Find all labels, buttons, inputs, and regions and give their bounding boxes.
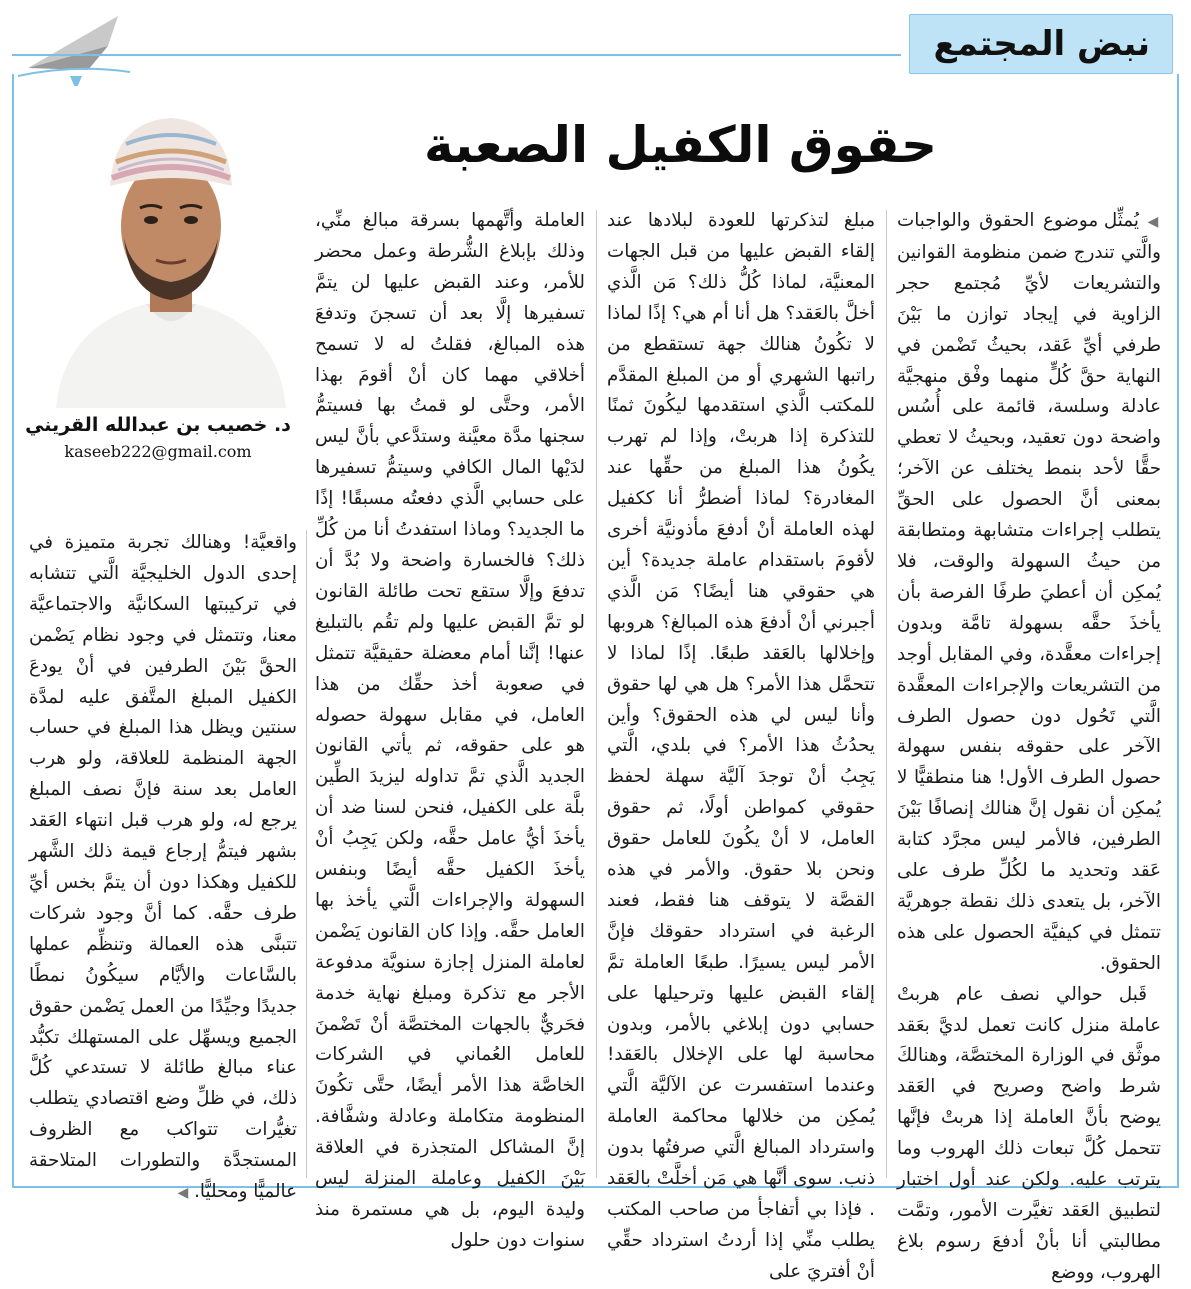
column-divider bbox=[886, 210, 887, 1178]
article-column-1 bbox=[897, 206, 1161, 1289]
article-column-2 bbox=[607, 206, 875, 1288]
column-divider bbox=[596, 210, 597, 1178]
header-rule bbox=[12, 54, 901, 56]
paragraph bbox=[29, 528, 297, 1209]
paragraph-text: يُمثِّل موضوع الحقوق والواجبات والَّتي تندرج ضمن منظومة القوانين والتشريعات لأيِّ مُجتمع حجر الزاوية في إيجاد توازن ما بَيْنَ طرفي أيِّ عَقد، بحيثُ تَضْمن في النهاية حقَّ كُلٍّ منهما وفْق منهجيَّة عادلة وسلسة، قائمة على أُسُس واضحة دون تعقيد، وبحيثُ لا تعطي حقًّا لأحد بنمط يختلف عن الآخر؛ بمعنى أنَّ الحصول على الحقِّ يتطلب إجراءات متشابهة ومتطابقة من حيثُ السهولة والوقت، فلا يُمكِن أن أعطيَ طرفًا الفرصة بأن يأخذَ حقَّه بسهولة تامَّة وبدون إجراءات معقَّدة، وفي المقابل أوجد من التشريعات والإجراءات المعقَّدة الَّتي تَحُول دون حصول الطرف الآخر على حقوقه بنفس سهولة حصول الطرف الأول! هنا منطقيًّا لا يُمكِن أن نقول إنَّ هنالك إنصافًا بَيْنَ الطرفين، فالأمر ليس مجرَّد كتابة عَقد وتحديد ما لكُلِّ طرف على الآخر، بل يتعدى ذلك نقطة جوهريَّة تتمثل في كيفيَّة الحصول على هذه الحقوق. bbox=[897, 210, 1161, 974]
paragraph bbox=[897, 206, 1161, 980]
author-card bbox=[22, 108, 294, 468]
paragraph: قَبل حوالي نصف عام هربتْ عاملة منزل كانت تعمل لديَّ بعَقد موثَّق في الوزارة المختصَّة، وهنالكَ شرط واضح وصريح في العَقد يوضح بأنَّ العاملة إذا هربتْ فإنَّها تتحمل كُلَّ تبعات ذلك الهروب وما يترتب عليه. ولكن عند أول اختبار لتطبيق العَقد تغيَّرت الأمور، وتمَّت مطالبتي أنا بأنْ أدفعَ رسوم بلاغ الهروب، ووضع bbox=[897, 983, 1161, 1283]
paragraph: العاملة وأتَّهمها بسرقة مبالغ منِّي، وذلك بإبلاغ الشُّرطة وعمل محضر للأمر، وعند القبض عليها لن يتمَّ تسفيرها إلَّا بعد أن تسجنَ وتدفعَ هذه المبالغ، فقلتُ له لا تسمح أخلاقي مهما كان أنْ أقومَ بهذا الأمر، وحتَّى لو قمتُ بها فسيتمُّ سجنها مدَّة معيَّنة وستدَّعي بأنَّ ليس لدَيْها المال الكافي وسيتمُّ تسفيرها على حسابي الَّذي دفعتُه مسبقًا! إذًا ما الجديد؟ وماذا استفدتُ أنا من كُلِّ ذلك؟ فالخسارة واضحة ولا بُدَّ أن تدفعَ وإلَّا ستقع تحت طائلة القانون لو تمَّ القبض عليها ولم تقُم بالتبليغ عنها! إنَّنا أمام معضلة حقيقيَّة تتمثل في صعوبة أخذ حقِّك من هذا العامل، في مقابل سهولة حصوله هو على حقوقه، ثم يأتي القانون الجديد الَّذي تمَّ تداوله ليزيدَ الطِّين بلَّة على الكفيل، فنحن لسنا ضد أن يأخذَ أيُّ عامل حقَّه، ولكن يَجِبُ أنْ يأخذَ الكفيل حقَّه أيضًا وبنفس السهولة والإجراءات الَّتي يأخذ بها العامل حقَّه. وإذا كان القانون يَضْمن لعاملة المنزل إجازة سنويَّة مدفوعة الأجر مع تذكرة ومبلغ نهاية خدمة فحَريٌّ بالجهات المختصَّة أنْ تَضْمنَ للعامل العُماني في الشركات الخاصَّة هذا الأمر أيضًا، حتَّى تكُونَ المنظومة متكاملة وعادلة وشفَّافة. إنَّ المشاكل المتجذرة في العلاقة بَيْنَ الكفيل وعاملة المنزلة ليس وليدة اليوم، بل هي مستمرة منذ سنوات دون حلول bbox=[315, 210, 585, 1251]
end-marker-icon: ◀ bbox=[177, 1185, 189, 1202]
author-photo bbox=[50, 108, 292, 408]
article-column-4 bbox=[29, 528, 297, 1209]
section-tab bbox=[909, 14, 1173, 74]
paragraph-text: واقعيَّة! وهنالك تجربة متميزة في إحدى الدول الخليجيَّة الَّتي تتشابه في تركيبتها السكانيَّة والاجتماعيَّة معنا، وتتمثل في وجود نظام يَضْمن الحقَّ بَيْنَ الطرفين في أنْ يودعَ الكفيل المبلغ المتَّفق عليه لمدَّة سنتين ويظل هذا المبلغ في حساب الجهة المنظمة للعلاقة، ولو هرب العامل بعد سنة فإنَّ نصف المبلغ يرجع له، ولو هرب قبل انتهاء العَقد بشهر فيتمُّ إرجاع قيمة ذلك الشَّهر للكفيل وهكذا دون أن يتمَّ بخس أيِّ طرف حقَّه. كما أنَّ وجود شركات تتبنَّى هذه العمالة وتنظِّم عملها بالسَّاعات والأيَّام سيكُونُ نمطًا جديدًا وجيِّدًا من العمل يَضْمن حقوق الجميع ويسهِّل على المستهلك تكبُّد عناء مبالغ طائلة لا تستدعي كُلَّ ذلك، في ظلِّ وضع اقتصادي يتطلب تغيُّرات تتواكب مع الظروف المستجدَّة والتطورات المتلاحقة عالميًّا ومحليًّا. bbox=[29, 532, 297, 1203]
paragraph-marker-icon: ◀ bbox=[1147, 214, 1161, 230]
section-title: نبض المجتمع bbox=[933, 24, 1150, 64]
author-email: kaseeb222@gmail.com bbox=[64, 442, 252, 461]
author-name: د. خصيب بن عبدالله القريني bbox=[25, 414, 291, 436]
article-column-3 bbox=[315, 206, 585, 1257]
article-headline: حقوق الكفيل الصعبة bbox=[423, 116, 937, 174]
paragraph: مبلغ لتذكرتها للعودة لبلادها عند إلقاء القبض عليها من قبل الجهات المعنيَّة، لماذا كُلُّ ذلك؟ مَن الَّذي أخلَّ بالعَقد؟ هل أنا أم هي؟ إذًا لماذا لا تكُونُ هنالك جهة تستقطع من راتبها الشهري أو من المبلغ المقدَّم للمكتب الَّذي استقدمها ليكُونَ ثمنًا للتذكرة إذا هربتْ، وإذا لم تهرب يكُونُ هذا المبلغ من حقِّها عند المغادرة؟ لماذا أضطرُّ أنا ككفيل لهذه العاملة أنْ أدفعَ مأذونيَّة أخرى لأقومَ باستقدام عاملة جديدة؟ أين هي حقوقي هنا أيضًا؟ مَن الَّذي أجبرني أنْ أدفعَ هذه المبالغ؟ هروبها وإخلالها بالعَقد طبعًا. إذًا لماذا لا تتحمَّل هذا الأمر؟ هل هي لها حقوق وأنا ليس لي هذه الحقوق؟ وأين يحدُثُ هذا الأمر؟ في بلدي، الَّتي يَجِبُ أنْ توجدَ آليَّة سهلة لحفظ حقوقي كمواطن أولًا، ثم حقوق العامل، لا أنْ يكُونَ للعامل حقوق ونحن بلا حقوق. والأمر في هذه القصَّة لا يتوقف هنا فقط، فعند الرغبة في استرداد حقوقك فإنَّ الأمر ليس يسيرًا. طبعًا العاملة تمَّ إلقاء القبض عليها وترحيلها على حسابي دون إبلاغي بالأمر، وبدون محاسبة لها على الإخلال بالعَقد! وعندما استفسرت عن الآليَّة الَّتي يُمكِن من خلالها محاكمة العاملة واسترداد المبالغ الَّتي صرفتُها بدون ذنب. سوى أنَّها هي مَن أخلَّتْ بالعَقد . فإذا بي أتفاجأ من صاحب المكتب يطلب منِّي إذا أردتُ استرداد حقِّي أنْ أفتريَ على bbox=[607, 210, 875, 1282]
column-divider bbox=[306, 530, 307, 1178]
